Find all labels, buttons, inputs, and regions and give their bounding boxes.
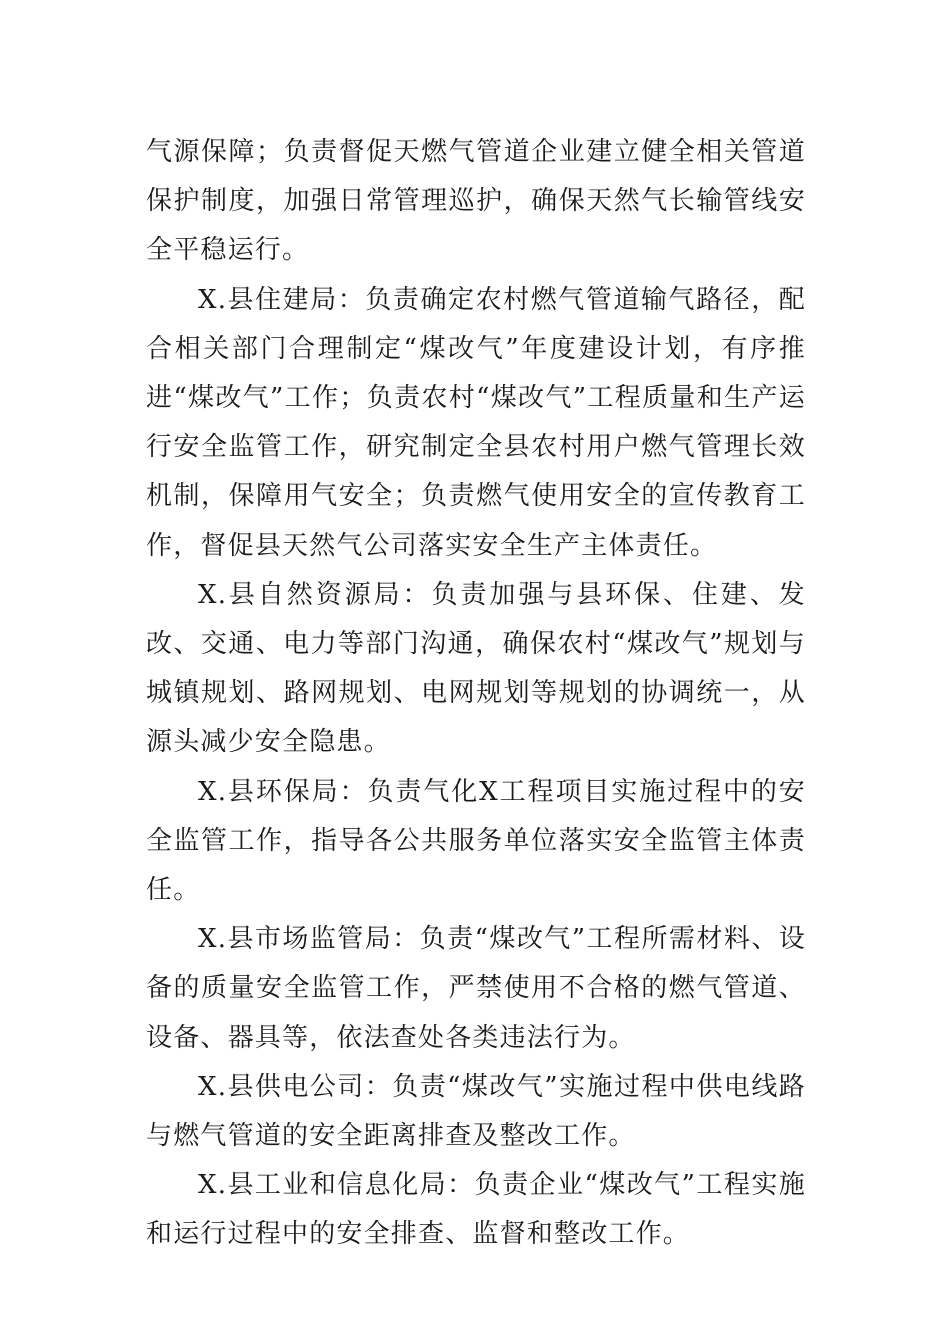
document-body xyxy=(146,128,806,1260)
paragraph-power-supply-company: X.县供电公司：负责“煤改气”实施过程中供电线路与燃气管道的安全距离排查及整改工作。 xyxy=(146,1071,806,1152)
paragraph-market-supervision-bureau: X.县市场监管局：负责“煤改气”工程所需材料、设备的质量安全监管工作，严禁使用不合格的燃气管道、设备、器具等，依法查处各类违法行为。 xyxy=(146,924,806,1053)
paragraph-housing-bureau: X.县住建局：负责确定农村燃气管道输气路径，配合相关部门合理制定“煤改气”年度建设计划，有序推进“煤改气”工作；负责农村“煤改气”工程质量和生产运行安全监管工作，研究制定全县农村用户燃气管理长效机制，保障用气安全；负责燃气使用安全的宣传教育工作，督促县天然气公司落实安全生产主体责任。 xyxy=(146,284,806,561)
paragraph-natural-resources-bureau: X.县自然资源局：负责加强与县环保、住建、发改、交通、电力等部门沟通，确保农村“煤改气”规划与城镇规划、路网规划、电网规划等规划的协调统一，从源头减少安全隐患。 xyxy=(146,579,806,758)
paragraph-gas-supply-continuation: 气源保障；负责督促天燃气管道企业建立健全相关管道保护制度，加强日常管理巡护，确保天然气长输管线安全平稳运行。 xyxy=(146,137,806,266)
paragraph-industry-information-bureau: X.县工业和信息化局：负责企业“煤改气”工程实施和运行过程中的安全排查、监督和整改工作。 xyxy=(146,1170,806,1250)
paragraph-environmental-bureau: X.县环保局：负责气化X工程项目实施过程中的安全监管工作，指导各公共服务单位落实安全监管主体责任。 xyxy=(146,776,806,906)
